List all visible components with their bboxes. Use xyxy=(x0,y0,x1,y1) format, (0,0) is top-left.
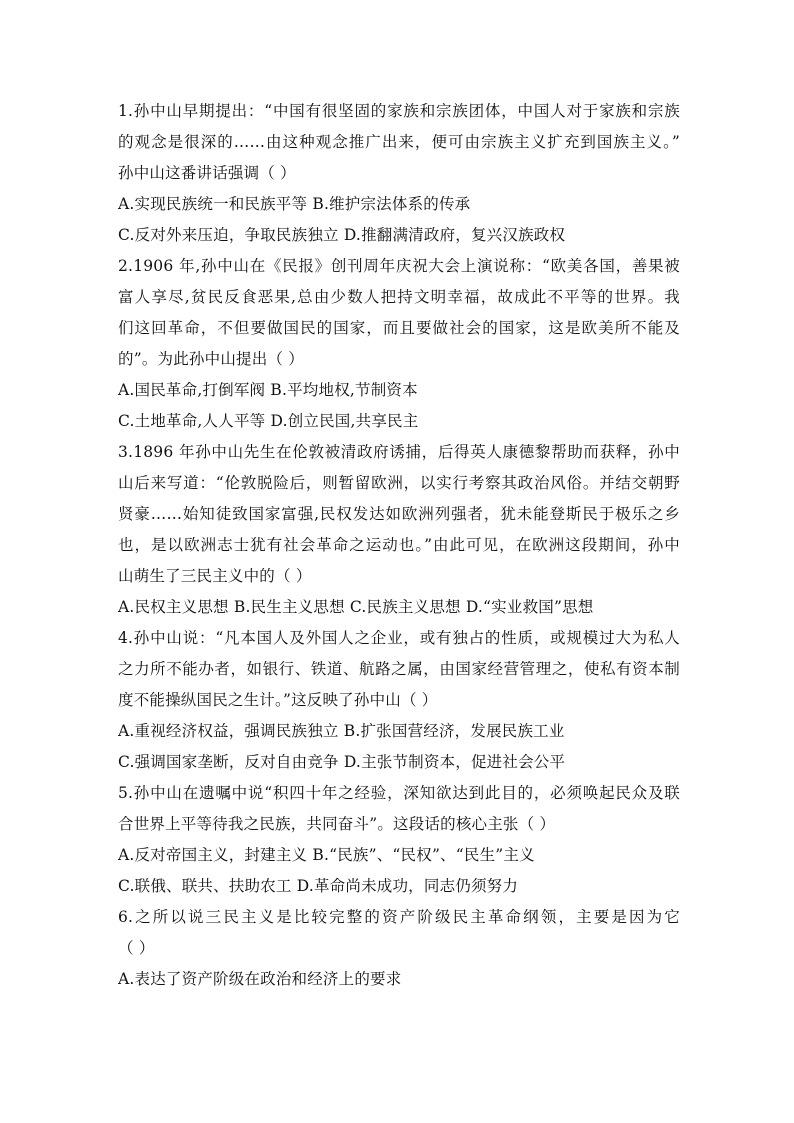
text-line-q1-1: 1.孙中山早期提出：“中国有很坚固的家族和宗族团体，中国人对于家族和宗族 xyxy=(118,102,680,120)
text-line-q5-1: 5.孙中山在遗嘱中说“积四十年之经验，深知欲达到此目的，必须唤起民众及联 xyxy=(118,784,680,802)
text-line-q6-option-a: A.表达了资产阶级在政治和经济上的要求 xyxy=(118,970,402,988)
text-line-q6-1: 6.之所以说三民主义是比较完整的资产阶级民主革命纲领，主要是因为它 xyxy=(118,908,680,926)
text-line-q1-2: 的观念是很深的……由这种观念推广出来，便可由宗族主义扩充到国族主义。” xyxy=(118,133,680,151)
text-line-q5-options-cd: C.联俄、联共、扶助农工 D.革命尚未成功，同志仍须努力 xyxy=(118,877,519,895)
text-line-q3-3: 贤豪……始知徒致国家富强,民权发达如欧洲列强者，犹未能登斯民于极乐之乡 xyxy=(118,505,680,523)
text-line-q2-1: 2.1906 年,孙中山在《民报》创刊周年庆祝大会上演说称：“欧美各国，善果被 xyxy=(118,257,680,275)
text-line-q3-2: 山后来写道：“伦敦脱险后，则暂留欧洲，以实行考察其政治风俗。并结交朝野 xyxy=(118,474,680,492)
text-line-q3-1: 3.1896 年孙中山先生在伦敦被清政府诱捕，后得英人康德黎帮助而获释，孙中 xyxy=(118,443,680,461)
text-line-q3-options: A.民权主义思想 B.民生主义思想 C.民族主义思想 D.“实业救国”思想 xyxy=(118,598,594,616)
text-line-q2-options-cd: C.土地革命,人人平等 D.创立民国,共享民主 xyxy=(118,412,419,430)
text-line-q1-options-ab: A.实现民族统一和民族平等 B.维护宗法体系的传承 xyxy=(118,195,471,213)
text-line-q5-2: 合世界上平等待我之民族，共同奋斗”。这段话的核心主张（ ） xyxy=(118,815,556,833)
text-line-q4-2: 之力所不能办者，如银行、铁道、航路之属，由国家经营管理之，使私有资本制 xyxy=(118,660,680,678)
text-line-q2-2: 富人享尽,贫民反食恶果,总由少数人把持文明幸福，故成此不平等的世界。我 xyxy=(118,288,680,306)
text-line-q3-5: 山萌生了三民主义中的（ ） xyxy=(118,567,312,585)
text-line-q1-3: 孙中山这番讲话强调（ ） xyxy=(118,164,296,182)
text-line-q2-4: 的”。为此孙中山提出（ ） xyxy=(118,350,304,368)
text-line-q2-options-ab: A.国民革命,打倒军阀 B.平均地权,节制资本 xyxy=(118,381,418,399)
text-line-q5-options-ab: A.反对帝国主义，封建主义 B.“民族”、“民权”、“民生”主义 xyxy=(118,846,535,864)
text-line-q6-2: （ ） xyxy=(118,939,155,957)
text-line-q4-1: 4.孙中山说：“凡本国人及外国人之企业，或有独占的性质，或规模过大为私人 xyxy=(118,629,680,647)
text-line-q2-3: 们这回革命，不但要做国民的国家，而且要做社会的国家，这是欧美所不能及 xyxy=(118,319,680,337)
text-line-q4-3: 度不能操纵国民之生计。”这反映了孙中山（ ） xyxy=(118,691,438,709)
text-line-q4-options-cd: C.强调国家垄断，反对自由竞争 D.主张节制资本，促进社会公平 xyxy=(118,753,566,771)
text-line-q4-options-ab: A.重视经济权益，强调民族独立 B.扩张国营经济，发展民族工业 xyxy=(118,722,565,740)
text-line-q3-4: 也，是以欧洲志士犹有社会革命之运动也。”由此可见，在欧洲这段期间，孙中 xyxy=(118,536,680,554)
question-text-block xyxy=(118,96,680,995)
text-line-q1-options-cd: C.反对外来压迫，争取民族独立 D.推翻满清政府，复兴汉族政权 xyxy=(118,226,566,244)
